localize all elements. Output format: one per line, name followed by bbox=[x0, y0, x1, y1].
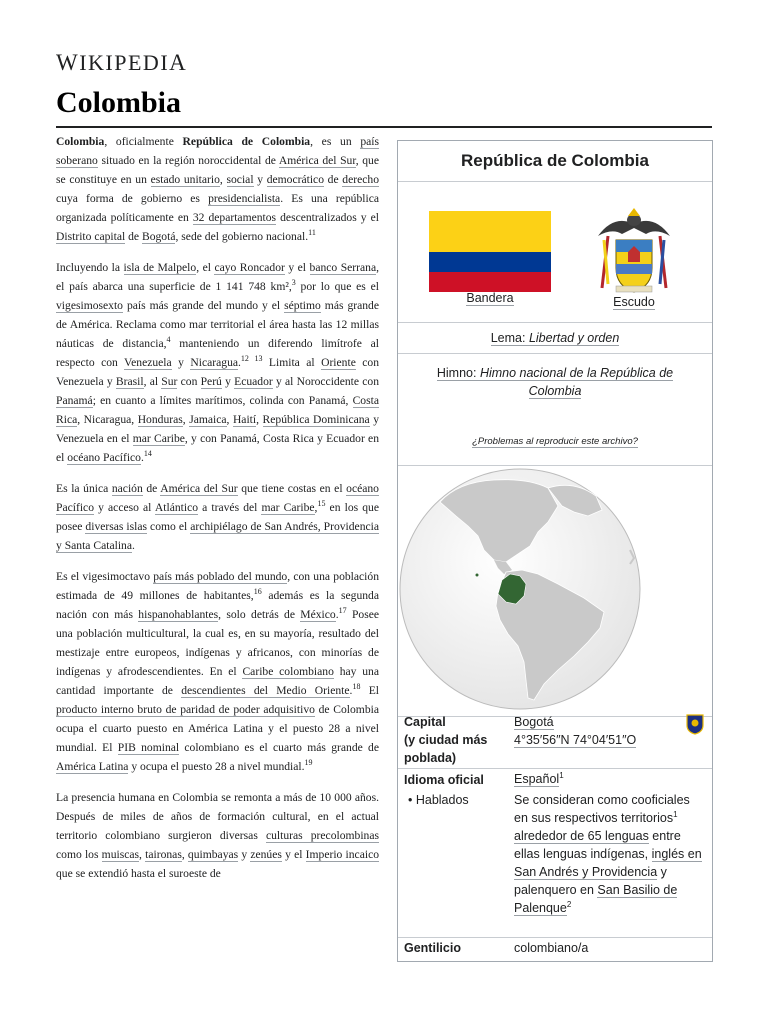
text-run: , bbox=[314, 501, 318, 514]
wiki-link[interactable]: quimbayas bbox=[187, 848, 239, 861]
wiki-link[interactable]: Distrito capital bbox=[56, 230, 126, 243]
wiki-link[interactable]: alrededor de 65 lenguas bbox=[514, 829, 649, 843]
logo-letters: IKIPEDI bbox=[79, 50, 170, 75]
wiki-link[interactable]: derecho bbox=[342, 173, 379, 186]
wiki-link[interactable]: Imperio incaico bbox=[305, 848, 380, 861]
demonym-value: colombiano/a bbox=[514, 941, 589, 955]
text-run: , el país abarca una superficie de 1 141 748 km², bbox=[56, 261, 380, 293]
text-run: , oficialmente bbox=[104, 135, 183, 148]
text-run: . bbox=[335, 608, 339, 621]
text-run: y al Noroccidente con bbox=[272, 375, 379, 388]
reference-link[interactable]: 18 bbox=[352, 682, 361, 692]
wiki-link[interactable]: séptimo bbox=[284, 299, 321, 312]
wiki-link[interactable]: Venezuela bbox=[124, 356, 172, 369]
text-run: de Colombia ocupa el cuarto puesto en América Latina y el puesto 28 a nivel mundial. El bbox=[56, 703, 379, 754]
reference-link[interactable]: 15 bbox=[317, 499, 326, 509]
media-problems-link[interactable]: ¿Problemas al reproducir este archivo? bbox=[472, 436, 638, 447]
text-run: situado en la región noroccidental de bbox=[97, 154, 279, 167]
flag-caption-link[interactable]: Bandera bbox=[466, 291, 514, 305]
motto-row bbox=[398, 323, 712, 354]
wiki-link[interactable]: Jamaica bbox=[189, 413, 227, 426]
text-run: descentralizados y el bbox=[276, 211, 379, 224]
language-label: Idioma oficial bbox=[404, 773, 484, 787]
wiki-link[interactable]: país más poblado del mundo bbox=[153, 570, 288, 583]
bold-text: República de Colombia bbox=[182, 135, 311, 148]
text-run: . bbox=[349, 684, 353, 697]
text-run: Limita al bbox=[262, 356, 322, 369]
text-run: , con una población estimada de 49 millones de habitantes, bbox=[56, 570, 379, 602]
wiki-link[interactable]: presidencialista bbox=[208, 192, 281, 205]
text-run: , bbox=[256, 413, 263, 426]
text-run: , bbox=[139, 848, 146, 861]
wiki-link[interactable]: Haití bbox=[232, 413, 257, 426]
wiki-link[interactable]: culturas precolombinas bbox=[265, 829, 379, 842]
infobox-symbols bbox=[398, 182, 712, 323]
page-title: Colombia bbox=[56, 86, 182, 119]
text-run: , al bbox=[143, 375, 162, 388]
text-run: que tiene costas en el bbox=[237, 482, 347, 495]
text-run: . bbox=[131, 539, 135, 552]
text-run: a través del bbox=[198, 501, 262, 514]
wiki-link[interactable]: país soberano bbox=[56, 135, 380, 167]
text-run: Incluyendo la bbox=[56, 261, 124, 274]
wiki-link[interactable]: Brasil bbox=[115, 375, 144, 388]
wiki-link[interactable]: Caribe colombiano bbox=[242, 665, 334, 678]
text-run: y bbox=[171, 356, 191, 369]
wiki-link[interactable]: Oriente bbox=[321, 356, 356, 369]
text-run: con bbox=[177, 375, 201, 388]
wiki-link[interactable]: democrático bbox=[266, 173, 324, 186]
language-link[interactable]: Español bbox=[514, 772, 560, 786]
text-run: de bbox=[142, 482, 161, 495]
text-run: El bbox=[360, 684, 380, 697]
text-run: y el bbox=[284, 261, 310, 274]
text-run: . bbox=[140, 451, 144, 464]
text-run: país más grande del mundo y el bbox=[122, 299, 285, 312]
coordinates-link[interactable]: 4°35′56″N 74°04′51″O bbox=[514, 733, 637, 747]
wiki-link[interactable]: PIB nominal bbox=[117, 741, 180, 754]
text-run: , bbox=[182, 413, 190, 426]
text-run: , Nicaragua, bbox=[77, 413, 138, 426]
coat-of-arms-image[interactable] bbox=[594, 206, 674, 298]
text-run: de bbox=[125, 230, 142, 243]
wiki-link[interactable]: Nicaragua bbox=[190, 356, 239, 369]
reference-link[interactable]: 19 bbox=[304, 758, 313, 768]
reference-link[interactable]: 4 bbox=[166, 335, 171, 345]
reference-link[interactable]: 16 bbox=[253, 587, 262, 597]
wiki-link[interactable]: Ecuador bbox=[234, 375, 273, 388]
wiki-link[interactable]: océano Pacífico bbox=[56, 482, 379, 514]
wiki-link[interactable]: Bogotá bbox=[141, 230, 176, 243]
reference-link[interactable]: 14 bbox=[143, 449, 152, 459]
motto-value[interactable]: Libertad y orden bbox=[528, 331, 620, 345]
wiki-link[interactable]: banco Serrana bbox=[309, 261, 377, 274]
text-run: por lo que es el bbox=[295, 280, 379, 293]
reference-link[interactable]: 3 bbox=[291, 278, 296, 288]
wiki-link[interactable]: Costa Rica bbox=[56, 394, 379, 426]
wiki-link[interactable]: diversas islas bbox=[85, 520, 148, 533]
article-body bbox=[56, 132, 379, 895]
wiki-link[interactable]: América del Sur bbox=[160, 482, 238, 495]
text-run: , que se constituye en un bbox=[56, 154, 379, 186]
text-run: y el bbox=[281, 848, 306, 861]
infobox-title: República de Colombia bbox=[398, 141, 712, 182]
bold-text: Colombia bbox=[56, 135, 105, 148]
paragraph-population bbox=[56, 567, 379, 776]
infobox bbox=[397, 140, 713, 962]
wiki-link[interactable]: producto interno bruto de paridad de poder adquisitivo bbox=[56, 703, 315, 716]
text-run: ; en cuanto a límites marítimos, colinda con Panamá, bbox=[92, 394, 353, 407]
anthem-label[interactable]: Himno: bbox=[436, 366, 480, 380]
wiki-link[interactable]: Panamá bbox=[56, 394, 93, 407]
text-run: y bbox=[221, 375, 235, 388]
text-run: Se consideran como cooficiales en sus respectivos territorios bbox=[514, 793, 690, 825]
wiki-link[interactable]: República Dominicana bbox=[262, 413, 370, 426]
wiki-link[interactable]: social bbox=[226, 173, 254, 186]
reference-link[interactable]: 11 bbox=[308, 228, 316, 238]
text-run: Es el vigesimoctavo bbox=[56, 570, 154, 583]
title-divider bbox=[56, 126, 712, 128]
text-run: y bbox=[253, 173, 267, 186]
capital-link[interactable]: Bogotá bbox=[514, 715, 554, 729]
wiki-link[interactable]: vigesimosexto bbox=[56, 299, 123, 312]
text-run: y palenquero en bbox=[514, 865, 667, 897]
text-run: , solo detrás de bbox=[218, 608, 301, 621]
text-run: , bbox=[181, 848, 188, 861]
text-run: Es la única bbox=[56, 482, 112, 495]
text-run: más grande de América. Reclama como mar territorial el área hasta las 12 millas náuticas de distancia, bbox=[56, 299, 379, 350]
wikipedia-logo[interactable] bbox=[56, 50, 187, 76]
text-run: y ocupa el puesto 28 a nivel mundial. bbox=[128, 760, 305, 773]
text-run: y bbox=[238, 848, 251, 861]
text-run: que se extendió hasta el suroeste de bbox=[56, 867, 221, 880]
wiki-link[interactable]: muiscas bbox=[101, 848, 140, 861]
text-run: como los bbox=[56, 848, 102, 861]
wiki-link[interactable]: archipiélago de San Andrés, Providencia y Santa Catalina bbox=[56, 520, 380, 552]
reference-link[interactable]: 2 bbox=[566, 899, 572, 909]
anthem-row bbox=[398, 354, 712, 466]
spoken-label: • Hablados bbox=[408, 793, 469, 807]
flag-image[interactable] bbox=[429, 211, 551, 292]
reference-link[interactable]: 12 13 bbox=[240, 354, 263, 364]
wiki-link[interactable]: Perú bbox=[200, 375, 222, 388]
bogota-coat-icon[interactable] bbox=[684, 713, 706, 735]
wiki-link[interactable]: hispanohablantes bbox=[138, 608, 219, 621]
text-run: hay una cantidad importante de bbox=[56, 665, 379, 697]
text-run: cuya forma de gobierno es bbox=[56, 192, 209, 205]
wiki-link[interactable]: Atlántico bbox=[154, 501, 199, 514]
wiki-link[interactable]: 32 departamentos bbox=[192, 211, 277, 224]
wiki-link[interactable]: estado unitario bbox=[150, 173, 220, 186]
text-run: como el bbox=[147, 520, 191, 533]
wiki-link[interactable]: cayo Roncador bbox=[214, 261, 285, 274]
demonym-label: Gentilicio bbox=[404, 941, 461, 955]
text-run: , bbox=[226, 413, 233, 426]
reference-link[interactable]: 1 bbox=[673, 809, 678, 819]
wiki-link[interactable]: Sur bbox=[161, 375, 178, 388]
wiki-link[interactable]: isla de Malpelo bbox=[123, 261, 197, 274]
wiki-link[interactable]: mar Caribe bbox=[261, 501, 315, 514]
coa-caption-link[interactable]: Escudo bbox=[613, 295, 655, 309]
text-run: y acceso al bbox=[94, 501, 155, 514]
orthographic-map[interactable] bbox=[398, 466, 712, 717]
text-run: . bbox=[238, 356, 241, 369]
paragraph-geography bbox=[56, 258, 379, 467]
motto-label[interactable]: Lema: bbox=[490, 331, 529, 345]
text-run: Posee una población multicultural, la cual es, en su mayoría, resultado del mestizaje entre europeos, indígenas y africanos, con minorías de indígenas y afrodescendientes. En el bbox=[56, 608, 379, 678]
text-run: , es un bbox=[310, 135, 361, 148]
text-run: , el bbox=[196, 261, 215, 274]
text-run: La presencia humana en Colombia se remonta a más de 10 000 años. Después de miles de años de formación cultural, en el actual territorio colombiano surgieron diversas bbox=[56, 791, 379, 842]
paragraph-history bbox=[56, 788, 379, 883]
text-run: y Venezuela en el bbox=[56, 413, 380, 445]
globe-image bbox=[398, 466, 712, 716]
paragraph-intro bbox=[56, 132, 379, 246]
wiki-link[interactable]: descendientes del Medio Oriente bbox=[181, 684, 350, 697]
anthem-link[interactable]: Himno nacional de la República de Colombia bbox=[479, 366, 674, 398]
text-run: con Venezuela y bbox=[56, 356, 380, 388]
wiki-link[interactable]: América Latina bbox=[56, 760, 129, 773]
text-run: en los que posee bbox=[56, 501, 379, 533]
wiki-link[interactable]: San Basilio de Palenque bbox=[514, 883, 678, 915]
paragraph-coasts bbox=[56, 479, 379, 555]
wiki-link[interactable]: nación bbox=[111, 482, 143, 495]
wiki-link[interactable]: Honduras bbox=[137, 413, 183, 426]
text-run: manteniendo un diferendo limítrofe al respecto con bbox=[56, 337, 379, 369]
wiki-link[interactable]: inglés en San Andrés y Providencia bbox=[514, 847, 702, 879]
text-run: , y con Panamá, Costa Rica y Ecuador en el bbox=[56, 432, 380, 464]
capital-label: Capital (y ciudad más poblada) bbox=[404, 715, 488, 765]
text-run: de bbox=[324, 173, 343, 186]
wiki-link[interactable]: México bbox=[300, 608, 336, 621]
text-run: entre ellas lenguas indígenas, bbox=[514, 829, 681, 861]
logo-letter-a: A bbox=[169, 50, 188, 75]
wiki-link[interactable]: zenúes bbox=[250, 848, 282, 861]
wiki-link[interactable]: océano Pacífico bbox=[67, 451, 141, 464]
text-run: , sede del gobierno nacional. bbox=[175, 230, 309, 243]
text-run: además es la segunda nación con más bbox=[56, 589, 379, 621]
text-run: , bbox=[219, 173, 227, 186]
spoken-languages bbox=[514, 791, 704, 917]
wiki-link[interactable]: América del Sur bbox=[278, 154, 356, 167]
logo-letter-w: W bbox=[56, 50, 80, 75]
wiki-link[interactable]: mar Caribe bbox=[132, 432, 185, 445]
text-run: colombiano es el cuarto más grande de bbox=[179, 741, 380, 754]
text-run: . Es una república organizada políticamente en bbox=[56, 192, 380, 224]
wiki-link[interactable]: taironas bbox=[145, 848, 182, 861]
language-ref[interactable]: 1 bbox=[559, 770, 564, 780]
reference-link[interactable]: 17 bbox=[338, 606, 347, 616]
